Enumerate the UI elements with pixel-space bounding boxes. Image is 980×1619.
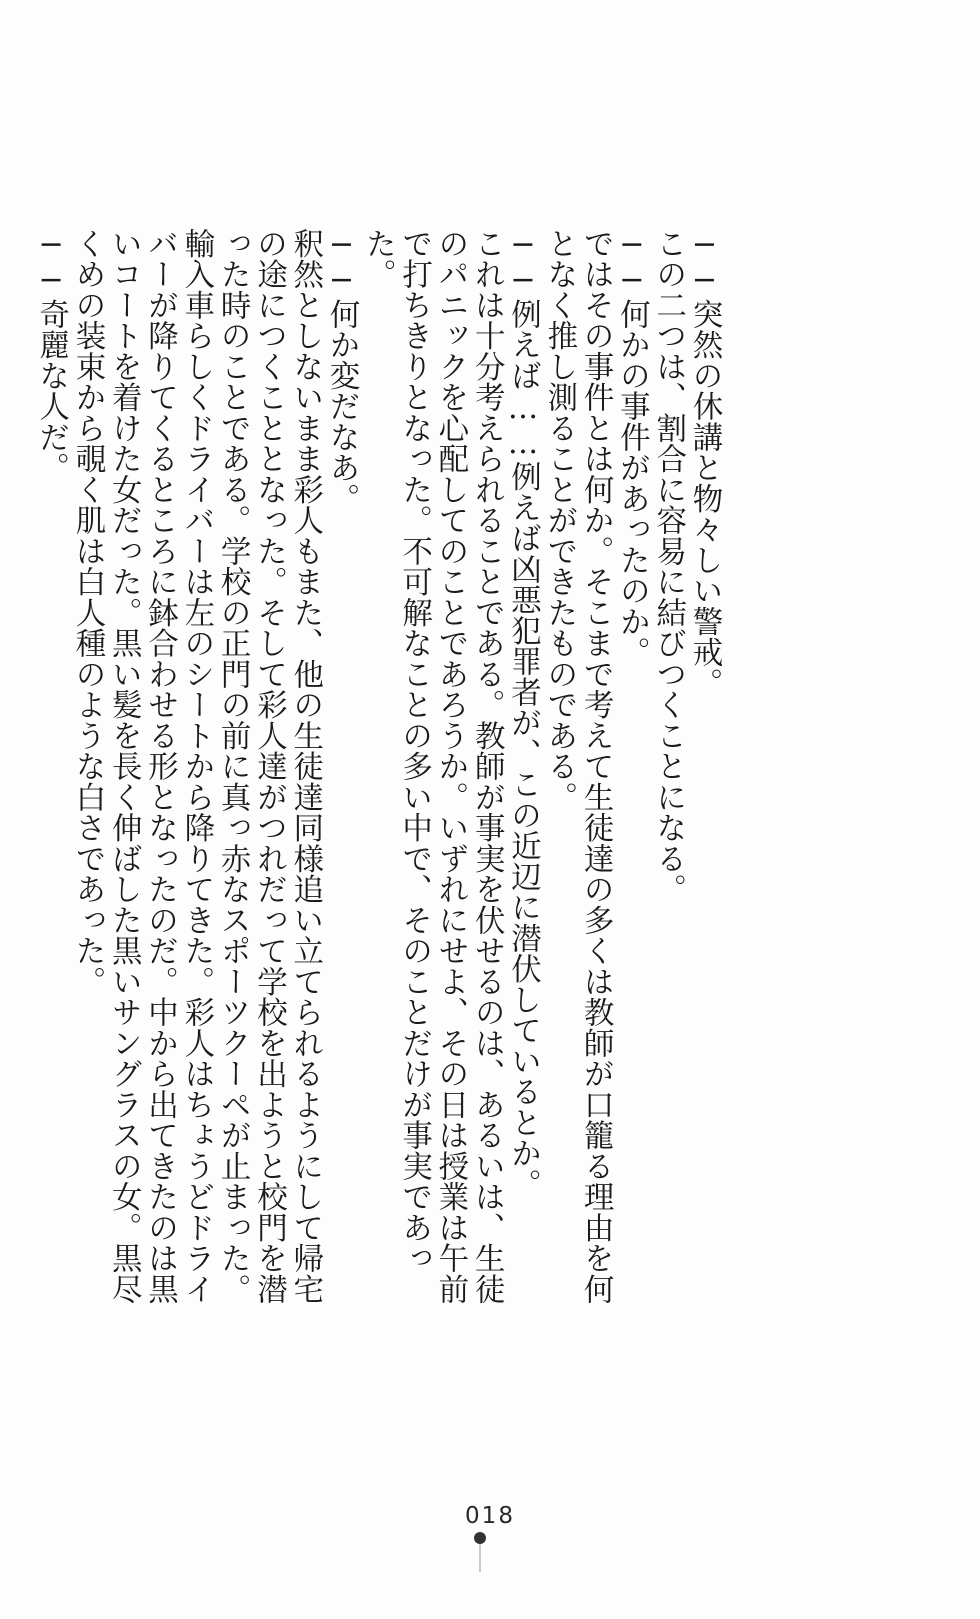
body-text: [33, 228, 722, 1328]
paragraph: ──何かの事件があったのか。: [614, 228, 650, 668]
page-marker-dot-icon: [474, 1532, 486, 1544]
paragraph: ──例えば……例えば凶悪犯罪者が、この近辺に潜伏しているとか。: [505, 228, 541, 1200]
paragraph: ──突然の休講と物々しい警戒。: [687, 228, 722, 699]
page-marker-line: [479, 1544, 481, 1572]
page-number: 018: [465, 1503, 515, 1529]
paragraph: ではその事件とは何か。そこまで考えて生徒達の多くは教師が口籠る理由を何となく推し測ることができたものである。: [541, 228, 614, 1305]
paragraph: ──何か変だなあ。: [324, 228, 360, 514]
paragraph: これは十分考えられることである。教師が事実を伏せるのは、あるいは、生徒のパニックを心配してのことであろうか。いずれにせよ、その日は授業は午前で打ちきりとなった。不可解なことの多い中で、そのことだけが事実であった。: [360, 228, 505, 1305]
paragraph: 釈然としないまま彩人もまた、他の生徒達同様追い立てられるようにして帰宅の途につくこととなった。そして彩人達がつれだって学校を出ようと校門を潜った時のことである。学校の正門の前に真っ赤なスポーツクーペが止まった。輸入車らしくドライバーは左のシートから降りてきた。彩人はちょうどドライバーが降りてくるところに鉢合わせる形となったのだ。中から出てきたのは黒いコートを着けた女だった。黒い髪を長く伸ばした黒いサングラスの女。黒尽くめの装束から覗く肌は白人種のような白さであった。: [69, 228, 323, 1305]
paragraph: この二つは、割合に容易に結びつくことになる。: [650, 228, 686, 905]
paragraph: ──奇麗な人だ。: [33, 228, 69, 483]
